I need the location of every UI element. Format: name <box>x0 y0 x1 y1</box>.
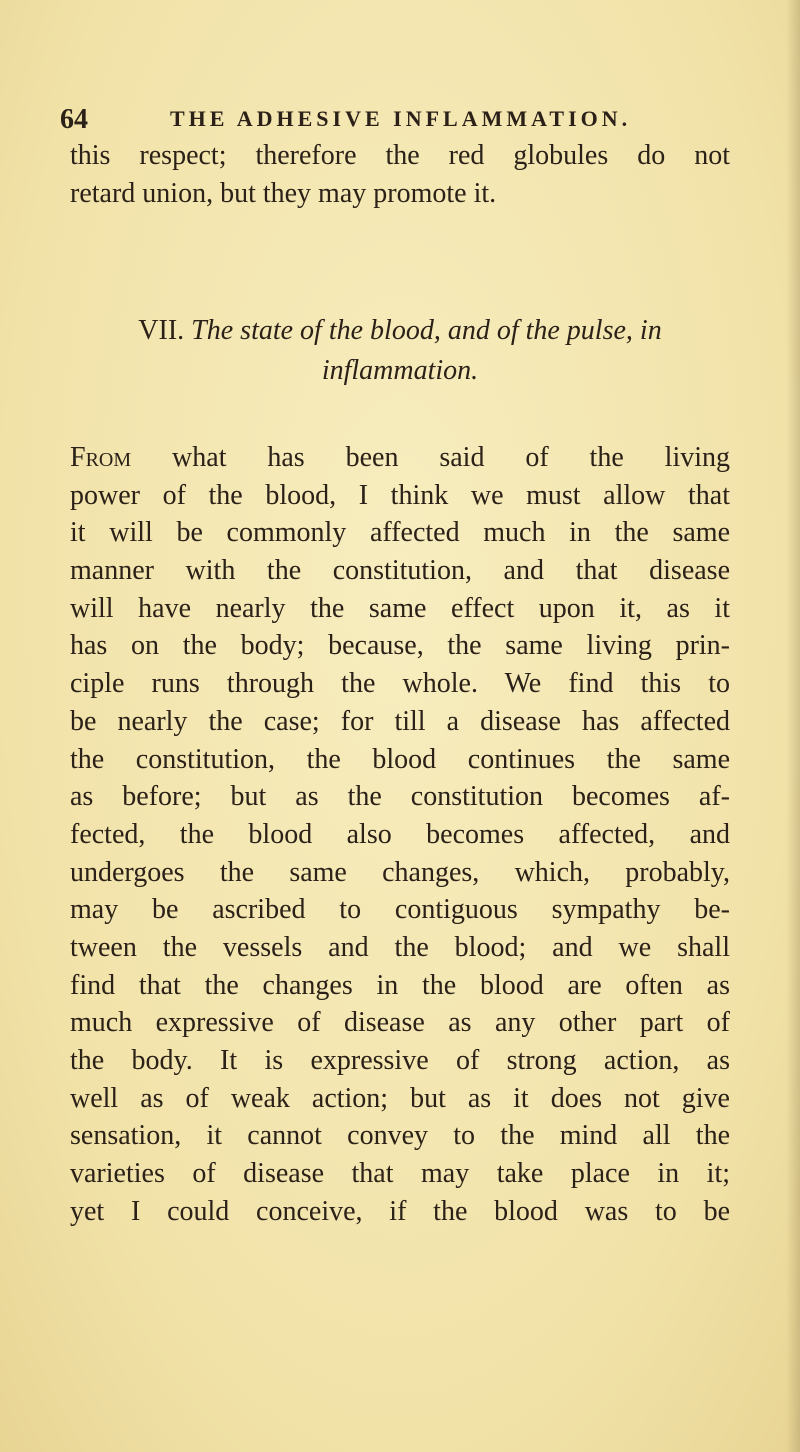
section-title-part-1: The state of the blood, and of the pulse, in <box>191 315 662 346</box>
section-title-part-2: inflammation. <box>321 355 479 386</box>
text-line: find that the changes in the blood are often as <box>70 969 730 1001</box>
text-line: sensation, it cannot convey to the mind all the <box>70 1120 730 1152</box>
text-line: undergoes the same changes, which, probably, <box>70 856 730 888</box>
text-line: power of the blood, I think we must allow that <box>70 479 730 511</box>
text-line: manner with the constitution, and that disease <box>70 555 730 587</box>
text-line: may be ascribed to contiguous sympathy be- <box>70 894 730 926</box>
text-line: this respect; therefore the red globules do not <box>70 140 730 171</box>
text-line: varieties of disease that may take place in it; <box>70 1158 730 1190</box>
text-line: tween the vessels and the blood; and we shall <box>70 931 730 963</box>
drop-word: From <box>70 442 132 473</box>
section-heading <box>60 311 740 391</box>
text-line: ciple runs through the whole. We find this to <box>70 668 730 700</box>
page-edge-shadow <box>786 0 800 1452</box>
text-line: has on the body; because, the same living prin- <box>70 630 730 662</box>
page-number: 64 <box>60 104 88 135</box>
text-line: yet I could conceive, if the blood was to be <box>70 1195 730 1227</box>
section-heading-line-1 <box>60 311 740 351</box>
text-line: much expressive of disease as any other part of <box>70 1007 730 1039</box>
section-number: VII. <box>138 315 185 346</box>
text-line-first <box>70 439 730 477</box>
text-line: as before; but as the constitution becomes af- <box>70 781 730 813</box>
text-line: retard union, but they may promote it. <box>70 177 497 209</box>
text-line: well as of weak action; but as it does not give <box>70 1082 730 1114</box>
text-line: the constitution, the blood continues the same <box>70 743 730 775</box>
main-paragraph <box>70 439 730 1230</box>
first-line-rest: what has been said of the living <box>172 442 730 473</box>
text-line: it will be commonly affected much in the same <box>70 517 730 549</box>
text-line: the body. It is expressive of strong action, as <box>70 1045 730 1076</box>
text-line: will have nearly the same effect upon it, as it <box>70 592 730 624</box>
text-line: fected, the blood also becomes affected, and <box>70 818 730 850</box>
running-head-title: THE ADHESIVE INFLAMMATION. <box>170 106 632 131</box>
text-line: be nearly the case; for till a disease has affected <box>70 705 730 737</box>
top-paragraph <box>70 137 730 212</box>
